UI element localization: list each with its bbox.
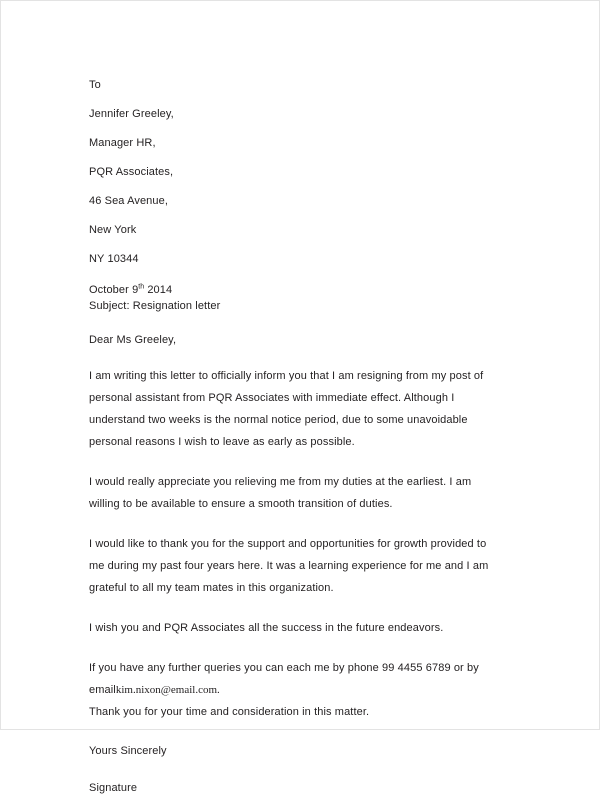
body-paragraph-2: I would really appreciate you relieving me from my duties at the earliest. I am willing to be available to ensure a smooth transition of duties.	[89, 476, 472, 510]
letter-closing: Yours Sincerely	[89, 745, 167, 757]
body-paragraph-1: I am writing this letter to officially inform you that I am resigning from my post of personal assistant from PQR Associates with immediate effect. Although I understand two weeks is the normal notice period, due to some unavoidable personal reasons I wish to leave as early as possible.	[89, 370, 484, 448]
letter-date	[89, 282, 501, 298]
recipient-company: PQR Associates,	[89, 166, 174, 178]
body-paragraph-4: I wish you and PQR Associates all the success in the future endeavors.	[89, 622, 444, 634]
letter-salutation: Dear Ms Greeley,	[89, 334, 177, 346]
letter-date-year: 2014	[147, 284, 173, 296]
recipient-street: 46 Sea Avenue,	[89, 195, 169, 207]
contact-email-address: kim.nixon@email.com.	[115, 684, 220, 696]
letter-date-day: October 9	[89, 284, 139, 296]
body-paragraph-3: I would like to thank you for the support and opportunities for growth provided to me during my past four years here. It was a learning experience for me and I am grateful to all my team mates in this organization.	[89, 538, 489, 594]
letter-meta-block	[89, 282, 501, 314]
letter-signature: Signature	[89, 782, 138, 794]
contact-phone-line: If you have any further queries you can each me by phone 99 4455 6789 or by	[89, 662, 479, 674]
recipient-postal-code: NY 10344	[89, 253, 139, 265]
recipient-title: Manager HR,	[89, 137, 156, 149]
letter-subject: Subject: Resignation letter	[89, 300, 221, 312]
letter-date-ordinal-suffix: th	[138, 283, 145, 291]
contact-paragraph	[89, 657, 501, 723]
recipient-address-block	[89, 79, 501, 266]
letter-content	[89, 79, 501, 795]
contact-closing-line: Thank you for your time and consideration in this matter.	[89, 706, 370, 718]
recipient-city: New York	[89, 224, 137, 236]
contact-email-label: email	[89, 684, 116, 696]
recipient-to-label: To	[89, 79, 101, 91]
recipient-name: Jennifer Greeley,	[89, 108, 174, 120]
